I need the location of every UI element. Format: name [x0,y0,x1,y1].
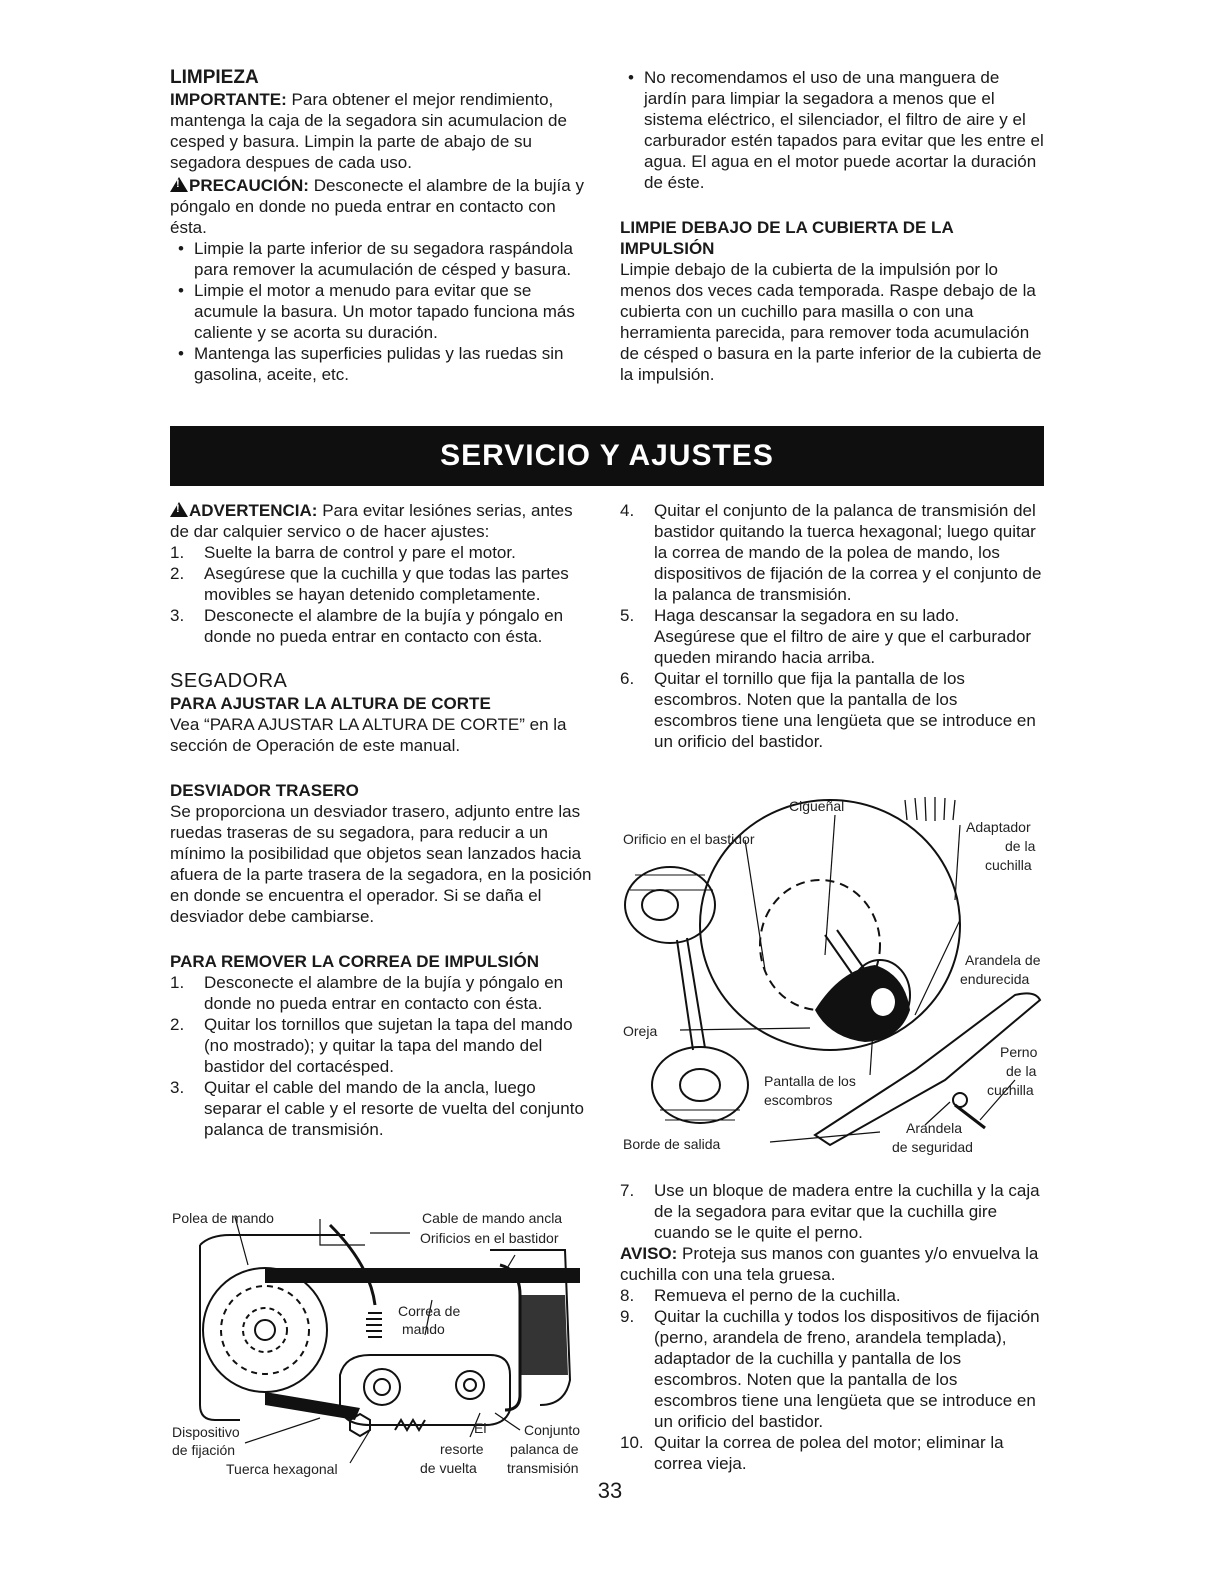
fig2-label-perno1: Perno [1000,1044,1038,1060]
fig1-label-dispositivo1: Dispositivo [172,1424,240,1440]
list-item: 7. Use un bloque de madera entre la cuchilla y la caja de la segadora para evitar que la cuchilla gire cuando se le quite el perno. [620,1181,1040,1242]
limpieza-title: LIMPIEZA [170,67,259,88]
advertencia-text: Para evitar lesiónes serias, antes de dar calquier servico o de hacer ajustes: [170,501,573,541]
correa-steps [170,972,594,1140]
list-item: 2. Quitar los tornillos que sujetan la tapa del mando (no mostrado); y quitar la tapa del mando del bastidor del cortacésped. [170,1015,573,1076]
limpieza-bullets [170,238,594,385]
list-item: 2. Asegúrese que la cuchilla y que todas las partes movibles se hayan detenido completamente. [170,564,569,604]
advertencia-label: ADVERTENCIA: [189,501,318,520]
list-item: 10. Quitar la correa de polea del motor; eliminar la correa vieja. [620,1433,1004,1473]
segadora-heading: SEGADORA [170,670,288,692]
fig1-label-resorte1: resorte [440,1441,484,1457]
fig1-label-dispositivo2: de fijación [172,1442,236,1458]
right-bottom-steps [620,500,1044,752]
fig2-label-arandela-end1: Arandela de [965,952,1041,968]
steps-8-10 [620,1285,1044,1474]
fig2-label-borde: Borde de salida [623,1136,721,1152]
fig1-label-conjunto2: palanca de [510,1441,579,1457]
fig2-label-arandela-end2: endurecida [960,971,1030,987]
warning-icon [170,502,188,517]
fig1-label-correa2: mando [402,1321,445,1337]
list-item: 1. Suelte la barra de control y pare el motor. [170,543,516,562]
fig2-label-perno3: cuchilla [987,1082,1034,1098]
fig2-label-arandela-seg2: de seguridad [892,1139,973,1155]
precaucion-paragraph [170,175,594,238]
altura-heading: PARA AJUSTAR LA ALTURA DE CORTE [170,694,491,713]
advertencia-steps [170,542,594,647]
advertencia-paragraph [170,500,594,542]
list-item: 3. Quitar el cable del mando de la ancla, luego separar el cable y el resorte de vuelta del conjunto palanca de transmisión. [170,1078,584,1139]
fig2-label-pantalla1: Pantalla de los [764,1073,856,1089]
limpieza-section [170,67,594,385]
fig2-label-orificio: Orificio en el bastidor [623,831,755,847]
list-item: 8. Remueva el perno de la cuchilla. [620,1286,901,1305]
fig1-label-tuerca: Tuerca hexagonal [226,1461,338,1477]
precaucion-label: PRECAUCIÓN: [189,176,309,195]
fig1-label-correa1: Correa de [398,1303,461,1319]
step-7 [620,1180,1044,1243]
list-item: • Limpie el motor a menudo para evitar que se acumule la basura. Un motor tapado funciona más caliente y se acorta su duración. [170,280,594,343]
right-bottom-steps-2 [620,1180,1044,1474]
fig2-label-oreja: Oreja [623,1023,658,1039]
importante-label: IMPORTANTE: [170,90,287,109]
importante-paragraph [170,89,594,173]
list-item: 9. Quitar la cuchilla y todos los dispositivos de fijación (perno, arandela de freno, arandela templada), adaptador de la cuchilla y pantalla de los escombros. Noten que la pantalla de los escombros tiene una lengüeta que se introduce en un orificio del bastidor. [620,1307,1040,1431]
fig1-label-orificios: Orificios en el bastidor [420,1230,559,1246]
precaucion-text: Desconecte el alambre de la bujía y póngalo en donde no pueda entrar en contacto con ésta. [170,176,584,237]
fig2-label-ciguenal: Cigueñal [789,798,845,814]
manguera-bullets [620,67,1044,193]
page-number: 33 [597,1478,623,1503]
fig1-label-cable: Cable de mando ancla [422,1210,563,1226]
fig1-label-conjunto1: Conjunto [524,1422,581,1438]
fig2-label-adaptador2: de la [1005,838,1036,854]
fig2-label-perno2: de la [1006,1063,1037,1079]
desviador-text: Se proporciona un desviador trasero, adjunto entre las ruedas traseras de su segadora, para reducir a un mínimo la posibilidad que objetos sean lanzados hacia afuera de la parte trasera de la segadora, en la posición en donde se encuentra el operador. Si se daña el desviador debe cambiarse. [170,802,592,926]
limpie-debajo-text: Limpie debajo de la cubierta de la impulsión por lo menos dos veces cada temporada. Raspe debajo de la cubierta con un cuchillo para masilla o con una herramienta parecida, para remover toda acumulación de césped o basura en la parte inferior de la cubierta de la impulsión. [620,260,1042,384]
list-item: 5. Haga descansar la segadora en su lado. Asegúrese que el filtro de aire y que el carburador queden mirando hacia arriba. [620,606,1032,667]
fig2-label-arandela-seg1: Arandela [906,1120,963,1136]
aviso-paragraph [620,1243,1044,1285]
importante-text: Para obtener el mejor rendimiento, mantenga la caja de la segadora sin acumulacion de cesped y basura. Limpin la parte de abajo de su segadora despues de cada uso. [170,90,567,172]
left-bottom-section [170,500,594,1140]
list-item: 1. Desconecte el alambre de la bujía y póngalo en donde no pueda entrar en contacto con ésta. [170,973,564,1013]
aviso-label: AVISO: [620,1244,678,1263]
list-item: 3. Desconecte el alambre de la bujía y póngalo en donde no pueda entrar en contacto con ésta. [170,606,564,646]
list-item: • No recomendamos el uso de una manguera de jardín para limpiar la segadora a menos que el sistema eléctrico, el silenciador, el filtro de aire y el carburador estén tapados para evitar que les entre el agua. El agua en el motor puede acortar la duración de éste. [620,67,1044,193]
fig1-label-resorte2: de vuelta [420,1460,477,1476]
section-banner: SERVICIO Y AJUSTES [170,426,1044,486]
aviso-text: Proteja sus manos con guantes y/o envuelva la cuchilla con una tela gruesa. [620,1244,1039,1284]
list-item: 4. Quitar el conjunto de la palanca de transmisión del bastidor quitando la tuerca hexagonal; luego quitar la correa de mando de la polea de mando, los dispositivos de fijación de la correa y el conjunto de la palanca de transmisión. [620,501,1042,604]
fig2-label-adaptador1: Adaptador [966,819,1031,835]
warning-icon [170,177,188,192]
right-top-section [620,67,1044,385]
steps-4-6 [620,500,1044,752]
list-item: • Limpie la parte inferior de su segadora raspándola para remover la acumulación de césped y basura. [170,238,594,280]
fig1-label-conjunto3: transmisión [507,1460,579,1476]
altura-text: Vea “PARA AJUSTAR LA ALTURA DE CORTE” en la sección de Operación de este manual. [170,715,567,755]
fig1-label-polea: Polea de mando [172,1210,274,1226]
desviador-heading: DESVIADOR TRASERO [170,781,359,800]
list-item: • Mantenga las superficies pulidas y las ruedas sin gasolina, aceite, etc. [170,343,594,385]
fig1-label-el: El [474,1420,487,1436]
correa-heading: PARA REMOVER LA CORREA DE IMPULSIÓN [170,952,539,971]
fig2-label-adaptador3: cuchilla [985,857,1032,873]
limpie-debajo-heading: LIMPIE DEBAJO DE LA CUBIERTA DE LA IMPULSIÓN [620,218,954,258]
list-item: 6. Quitar el tornillo que fija la pantalla de los escombros. Noten que la pantalla de los escombros tiene una lengüeta que se introduce en un orificio del bastidor. [620,669,1036,751]
fig2-label-pantalla2: escombros [764,1092,833,1108]
